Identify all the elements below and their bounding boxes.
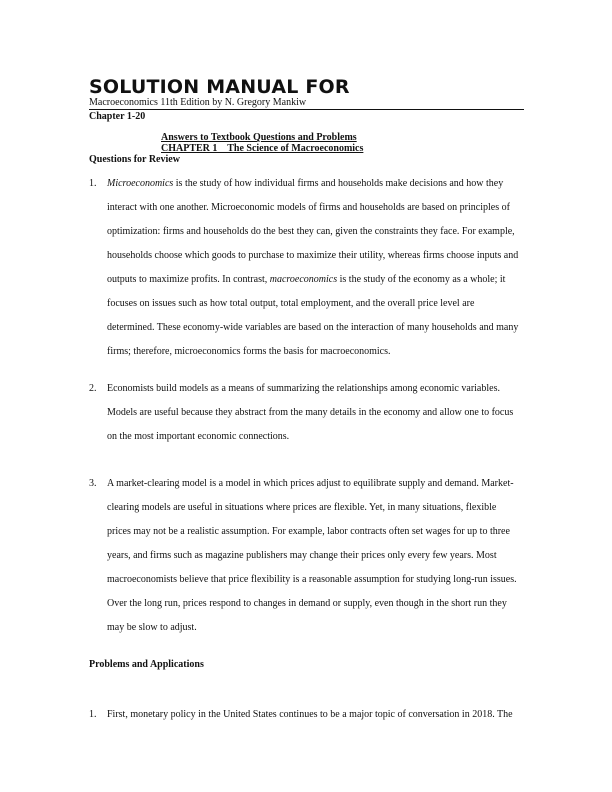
text-segment: First, monetary policy in the United States continues to be a major topic of conversation in 2018. The <box>107 709 513 720</box>
text-segment: macroeconomists believe that price flexibility is a reasonable assumption for studying long-run issues. <box>107 574 517 585</box>
text-segment: A market-clearing model is a model in which prices adjust to equilibrate supply and demand. Market- <box>107 478 514 489</box>
text-line <box>107 220 525 244</box>
italic-term: Microeconomics <box>107 178 174 189</box>
header-divider <box>89 109 524 110</box>
chapter-range: Chapter 1-20 <box>89 111 146 122</box>
answers-heading: Answers to Textbook Questions and Problems <box>161 132 357 143</box>
text-segment: Economists build models as a means of summarizing the relationships among economic variables. <box>107 383 500 394</box>
problems-and-applications-heading: Problems and Applications <box>89 659 204 670</box>
text-line <box>107 316 525 340</box>
text-line <box>107 196 525 220</box>
text-line <box>107 496 525 520</box>
text-segment: focuses on issues such as how total output, total employment, and the overall price level are <box>107 298 475 309</box>
text-segment: is the study of how individual firms and households make decisions and how they <box>173 178 504 189</box>
text-line <box>107 703 525 727</box>
text-line <box>107 472 525 496</box>
item-number: 3. <box>89 478 97 489</box>
text-line <box>107 592 525 616</box>
text-segment: firms; therefore, microeconomics forms the basis for macroeconomics. <box>107 346 391 357</box>
text-line <box>107 377 525 401</box>
text-line <box>107 401 525 425</box>
text-segment: may be slow to adjust. <box>107 622 197 633</box>
text-segment: households choose which goods to purchase to maximize their utility, whereas firms choose inputs and <box>107 250 519 261</box>
document-title: SOLUTION MANUAL FOR <box>89 76 350 98</box>
text-segment: on the most important economic connections. <box>107 431 290 442</box>
text-segment: Over the long run, prices respond to changes in demand or supply, even though in the short run they <box>107 598 507 609</box>
item-number: 2. <box>89 383 97 394</box>
text-line <box>107 292 525 316</box>
text-line <box>107 568 525 592</box>
text-line <box>107 268 525 292</box>
text-line <box>107 244 525 268</box>
book-subtitle: Macroeconomics 11th Edition by N. Gregory Mankiw <box>89 97 307 108</box>
item-text <box>107 703 525 727</box>
text-line <box>107 425 525 449</box>
questions-for-review-heading: Questions for Review <box>89 154 180 165</box>
text-segment: Models are useful because they abstract from the many details in the economy and allow one to focus <box>107 407 514 418</box>
chapter-heading: CHAPTER 1 The Science of Macroeconomics <box>161 143 364 154</box>
text-line <box>107 520 525 544</box>
text-segment: outputs to maximize profits. In contrast, <box>107 274 270 285</box>
text-line <box>107 616 525 640</box>
text-segment: prices may not be a realistic assumption. For example, labor contracts often set wages for up to three <box>107 526 510 537</box>
italic-term: macroeconomics <box>269 274 338 285</box>
text-segment: interact with one another. Microeconomic models of firms and households are based on principles of <box>107 202 510 213</box>
item-text <box>107 472 525 640</box>
item-text <box>107 377 525 449</box>
text-segment: is the study of the economy as a whole; it <box>337 274 506 285</box>
text-line <box>107 172 525 196</box>
text-segment: optimization: firms and households do the best they can, given the constraints they face. For example, <box>107 226 515 237</box>
text-segment: determined. These economy-wide variables are based on the interaction of many households and many <box>107 322 519 333</box>
text-line <box>107 544 525 568</box>
text-segment: years, and firms such as magazine publishers may change their prices only every few years. Most <box>107 550 497 561</box>
item-text <box>107 172 525 364</box>
text-segment: clearing models are useful in situations where prices are flexible. Yet, in many situations, flexible <box>107 502 497 513</box>
item-number: 1. <box>89 709 97 720</box>
text-line <box>107 340 525 364</box>
item-number: 1. <box>89 178 97 189</box>
